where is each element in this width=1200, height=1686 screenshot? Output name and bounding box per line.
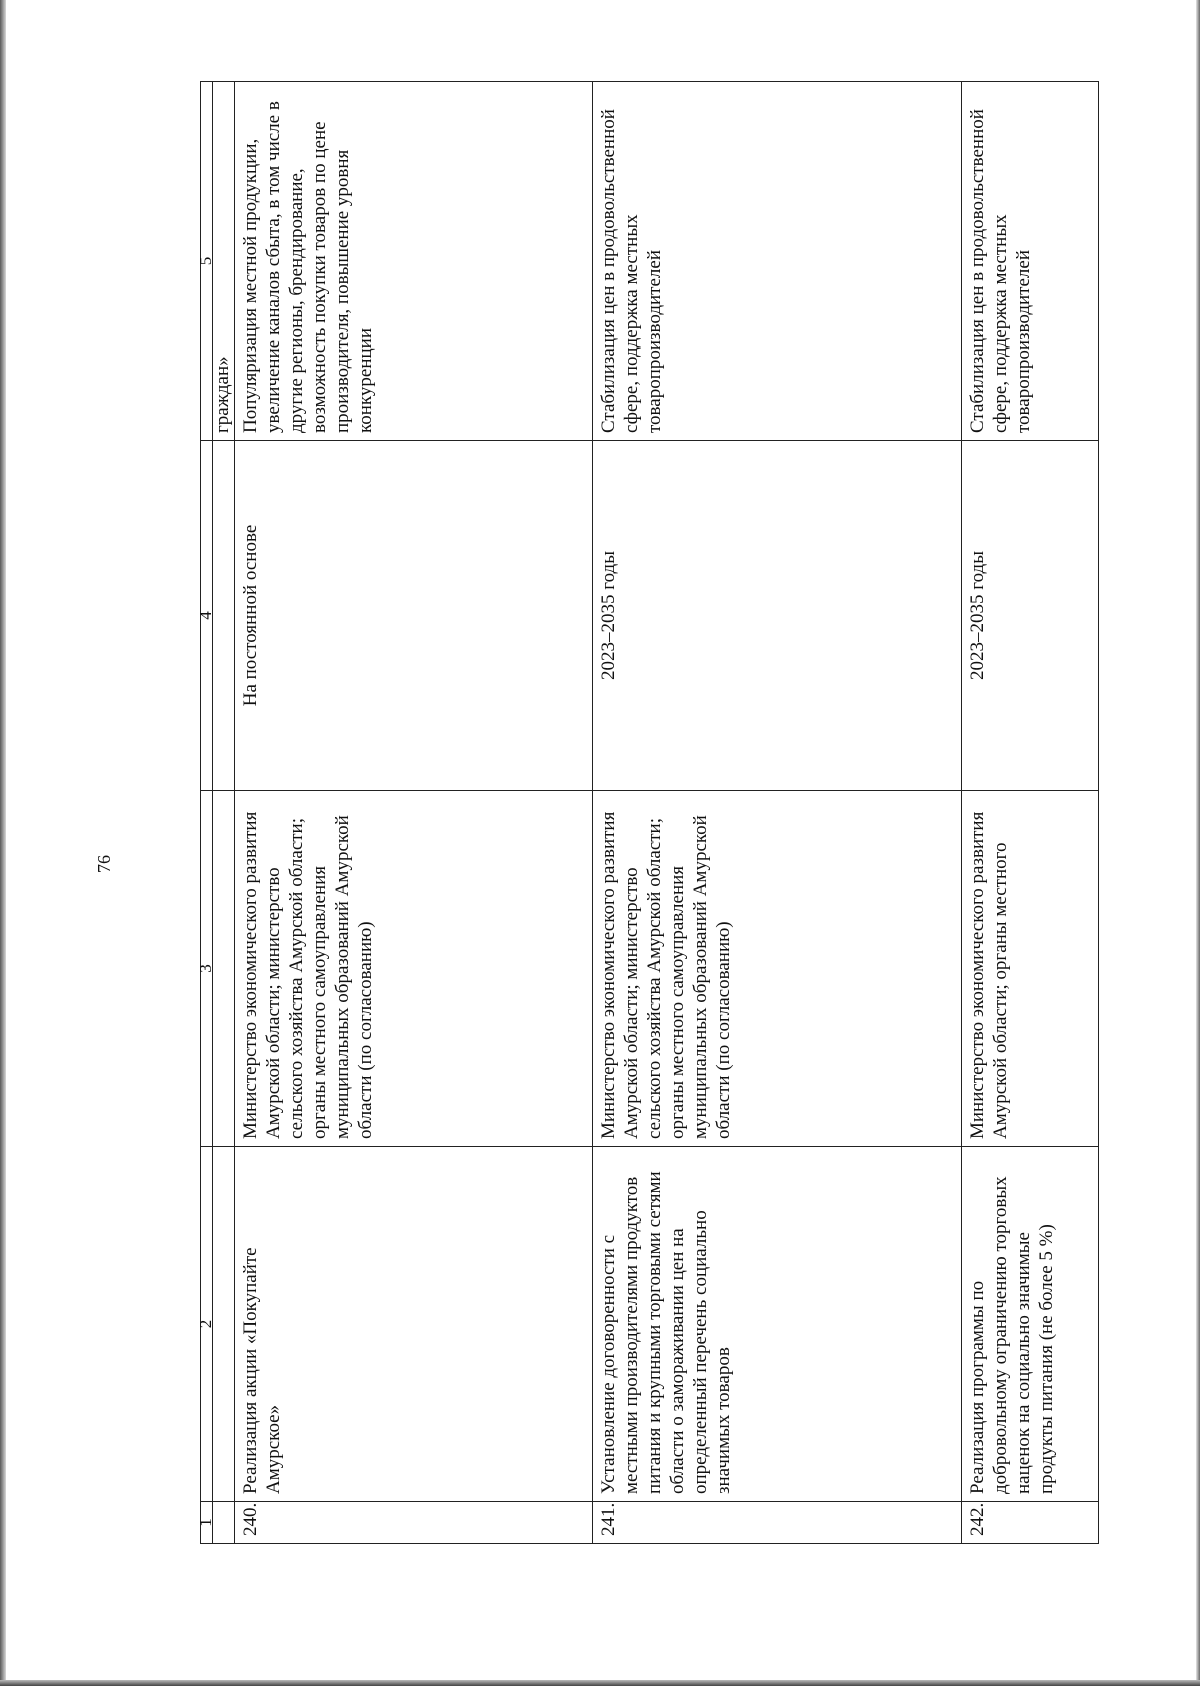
continuation-row <box>212 82 234 1544</box>
scan-edge-bottom <box>0 1680 1200 1686</box>
header-cell-1: 1 <box>201 1502 213 1544</box>
executors-cell: Министерство экономического развития Амурской области; органы местного <box>961 791 1098 1147</box>
header-cell-3: 3 <box>201 791 213 1147</box>
scan-edge-right <box>1196 0 1200 1686</box>
result-cell: Стабилизация цен в продовольственной сфере, поддержка местных товаропроизводителей <box>961 82 1098 441</box>
term-cell: 2023–2035 годы <box>593 441 962 791</box>
scan-edge-left <box>0 0 6 1686</box>
table-row <box>593 82 962 1544</box>
measure-cell: Реализация акции «Покупайте Амурское» <box>234 1147 592 1502</box>
continuation-text: граждан» <box>212 82 234 441</box>
continuation-cell <box>212 1147 234 1502</box>
measures-table <box>196 81 1099 1544</box>
result-cell: Стабилизация цен в продовольственной сфере, поддержка местных товаропроизводителей <box>593 82 962 441</box>
row-number: 242. <box>961 1502 1098 1544</box>
row-number: 241. <box>593 1502 962 1544</box>
continuation-cell <box>212 1502 234 1544</box>
executors-cell: Министерство экономического развития Амурской области; министерство сельского хозяйства Амурской области; органы местного самоуправления муниципальных образований Амурской области (по согласованию) <box>593 791 962 1147</box>
page-number: 76 <box>94 855 114 873</box>
executors-cell: Министерство экономического развития Амурской области; министерство сельского хозяйства Амурской области; органы местного самоуправления муниципальных образований Амурской области (по согласованию) <box>234 791 592 1147</box>
header-cell-2: 2 <box>201 1147 213 1502</box>
measure-cell: Реализация программы по добровольному ограничению торговых наценок на социально значимые продукты питания (не более 5 %) <box>961 1147 1098 1502</box>
term-cell: На постоянной основе <box>234 441 592 791</box>
row-number: 240. <box>234 1502 592 1544</box>
rotated-table-container <box>196 82 1099 1544</box>
header-cell-5: 5 <box>201 82 213 441</box>
measure-cell: Установление договоренности с местными производителями продуктов питания и крупными торговыми сетями области о замораживании цен на определенный перечень социально значимых товаров <box>593 1147 962 1502</box>
header-cell-4: 4 <box>201 441 213 791</box>
result-cell: Популяризация местной продукции, увеличение каналов сбыта, в том числе в другие регионы, брендирование, возможность покупки товаров по цене производителя, повышение уровня конкуренции <box>234 82 592 441</box>
continuation-cell <box>212 791 234 1147</box>
table-row <box>234 82 592 1544</box>
term-cell: 2023–2035 годы <box>961 441 1098 791</box>
header-row <box>201 82 213 1544</box>
table-row <box>961 82 1098 1544</box>
continuation-cell <box>212 441 234 791</box>
